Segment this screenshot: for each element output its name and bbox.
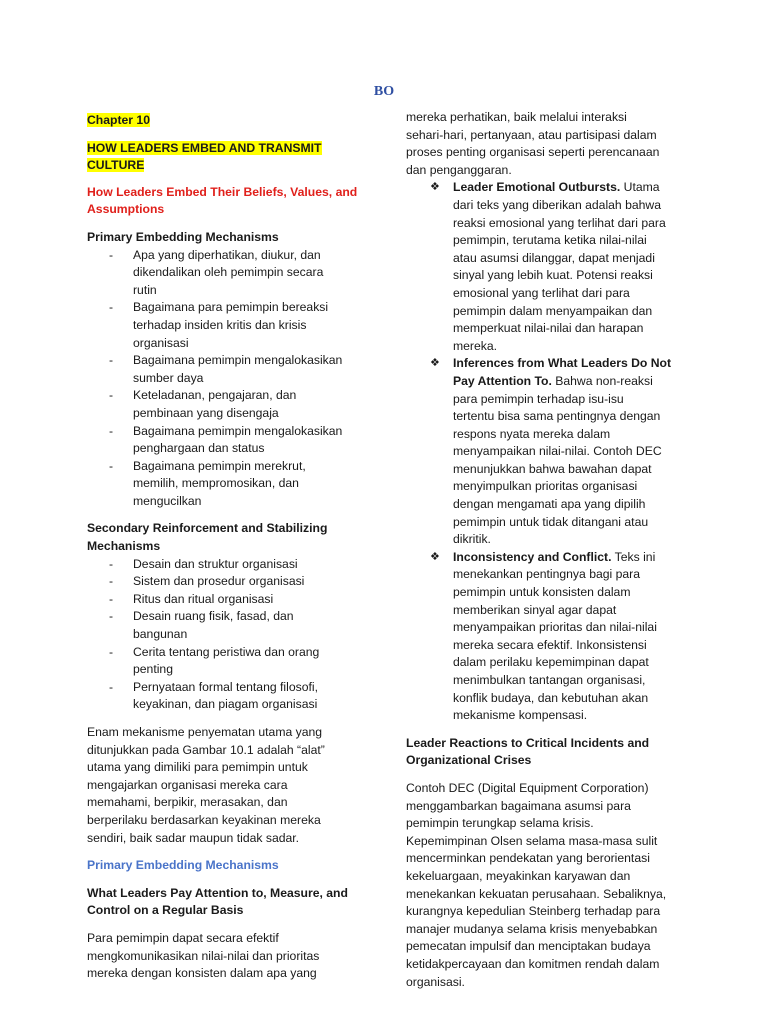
list-item-line: bangunan (133, 627, 188, 642)
list-item-line: memilih, mempromosikan, dan (133, 476, 299, 491)
paragraph-line: organisasi. (406, 974, 465, 989)
paragraph-attention-continued (406, 109, 684, 179)
bullet-text: sinyal yang lebih kuat. Potensi reaksi (453, 268, 653, 283)
paragraph-line: pemimpin terungkap selama krisis. (406, 816, 594, 831)
chapter-title: HOW LEADERS EMBED AND TRANSMIT CULTURE (87, 140, 322, 173)
bullet-text: menyampaikan nilai-nilai. Contoh DEC (453, 444, 662, 459)
paragraph-line: mereka perhatikan, baik melalui interaksi (406, 110, 627, 124)
bullet-text: konflik budaya, dan kebutuhan akan (453, 690, 649, 705)
list-item-line: Bagaimana pemimpin mengalokasikan (133, 353, 343, 368)
bullet-text: menimbulkan tantangan organisasi, (453, 673, 646, 687)
list-item-line: Apa yang diperhatikan, diukur, dan (133, 247, 321, 262)
chapter-label: Chapter 10 (87, 113, 150, 127)
list-item-line: rutin (133, 282, 157, 297)
bullet-item (406, 549, 684, 725)
list-item-line: Bagaimana pemimpin mengalokasikan (133, 423, 343, 438)
bullet-item (406, 179, 684, 355)
diamond-bullet-list (406, 179, 684, 724)
primary-mechanisms-heading: Primary Embedding Mechanisms (87, 229, 279, 244)
list-item-line: Desain ruang fisik, fasad, dan (133, 609, 294, 624)
paragraph-line: manajer mudanya selama krisis menyebabkan (406, 921, 658, 936)
list-item-line: Desain dan struktur organisasi (133, 556, 298, 571)
list-item (87, 458, 362, 511)
list-item-line: pembinaan yang disengaja (133, 405, 279, 420)
bullet-text: mereka secara efektif. Inkonsistensi (453, 637, 647, 652)
list-item-line: Pernyataan formal tentang filosofi, (133, 679, 318, 694)
paragraph-dec-example (406, 780, 684, 991)
list-item-line: Bagaimana para pemimpin bereaksi (133, 300, 329, 315)
list-item-line: Ritus dan ritual organisasi (133, 591, 274, 606)
bullet-text: mereka. (453, 338, 498, 353)
list-item-line: dikendalikan oleh pemimpin secara (133, 265, 324, 280)
diamond-bullet-icon: ❖ (430, 550, 440, 563)
bullet-text: Utama (620, 180, 660, 195)
list-item-line: Keteladanan, pengajaran, dan (133, 388, 297, 403)
list-item (87, 423, 362, 458)
list-item (87, 608, 362, 643)
bullet-text: pemimpin dalam menyampaikan dan (453, 303, 653, 318)
paragraph-line: ketidakpercayaan dan komitmen rendah dalam (406, 956, 660, 971)
paragraph-line: Kepemimpinan Olsen selama masa-masa sulit (406, 833, 658, 848)
diamond-bullet-icon: ❖ (430, 357, 440, 370)
paragraph-line: utama yang dimiliki para pemimpin untuk (87, 760, 308, 775)
list-item-line: sumber daya (133, 370, 204, 385)
bullet-text: dikritik. (453, 532, 491, 547)
bullet-bold-text: Inferences from What Leaders Do Not (453, 356, 672, 371)
paragraph-line: kurangnya kepedulian Steinberg terhadap para (406, 904, 661, 919)
paragraph-line: menggambarkan bagaimana asumsi para (406, 798, 631, 813)
bullet-bold-text: Leader Emotional Outbursts. (453, 180, 621, 195)
list-item (87, 573, 362, 591)
bullet-text: atau asumsi dilanggar, dapat menjadi (453, 250, 655, 265)
list-item-line: penghargaan dan status (133, 441, 265, 456)
list-item (87, 247, 362, 300)
bullet-text: memperkuat nilai-nilai dan harapan (453, 321, 644, 336)
paragraph-line: kekeluargaan, meyakinkan karyawan dan (406, 868, 631, 883)
list-item (87, 679, 362, 714)
left-column (87, 112, 362, 983)
bullet-bold-text: Inconsistency and Conflict. (453, 549, 612, 564)
bullet-text: pemimpin untuk konsisten dalam (453, 585, 631, 600)
list-item-line: organisasi (133, 335, 189, 350)
list-item-line: terhadap insiden kritis dan krisis (133, 317, 307, 332)
attention-heading: What Leaders Pay Attention to, Measure, and Control on a Regular Basis (87, 885, 348, 918)
paragraph-line: Enam mekanisme penyematan utama yang (87, 725, 323, 739)
bullet-text: dengan mengamati apa yang dipilih (453, 497, 646, 512)
bullet-text: Teks ini (611, 549, 656, 564)
bullet-bold-text: Pay Attention To. (453, 373, 552, 388)
page-header: BO (373, 84, 395, 99)
paragraph-line: Contoh DEC (Digital Equipment Corporation) (406, 780, 649, 795)
paragraph-line: menekankan kekuatan perusahaan. Sebaliknya, (406, 886, 667, 901)
paragraph-line: mengkomunikasikan nilai-nilai dan prioritas (87, 948, 320, 963)
paragraph-embedding-tools (87, 724, 362, 847)
bullet-text: menekankan pentingnya bagi para (453, 567, 641, 582)
bullet-text: mekanisme kompensasi. (453, 708, 588, 723)
bullet-text: memberikan sinyal agar dapat (453, 602, 617, 617)
primary-mechanisms-heading-blue: Primary Embedding Mechanisms (87, 858, 279, 873)
list-item-line: Sistem dan prosedur organisasi (133, 574, 305, 589)
paragraph-line: sehari-hari, pertanyaan, atau partisipasi dalam (406, 127, 657, 142)
paragraph-line: Para pemimpin dapat secara efektif (87, 930, 279, 945)
crisis-heading: Leader Reactions to Critical Incidents and Organizational Crises (406, 735, 650, 768)
list-item (87, 352, 362, 387)
bullet-text: menunjukkan bahwa bawahan dapat (453, 461, 652, 476)
bullet-text: para pemimpin terhadap isu-isu (453, 391, 624, 406)
paragraph-line: ditunjukkan pada Gambar 10.1 adalah “alat” (87, 742, 325, 757)
bullet-text: respons nyata mereka dalam (453, 426, 611, 441)
paragraph-line: sendiri, baik sadar maupun tidak sadar. (87, 830, 300, 845)
bullet-text: pemimpin untuk tidak ditangani atau (453, 514, 649, 529)
paragraph-line: mencerminkan pendekatan yang berorientasi (406, 851, 650, 866)
paragraph-line: dan penganggaran. (406, 162, 512, 177)
bullet-text: menyimpulkan prioritas organisasi (453, 479, 638, 494)
paragraph-line: mengajarkan organisasi mereka cara (87, 777, 288, 792)
primary-mechanisms-list (87, 247, 362, 511)
list-item (87, 387, 362, 422)
bullet-text: dalam perilaku kepemimpinan dapat (453, 655, 649, 670)
diamond-bullet-icon: ❖ (430, 181, 440, 194)
paragraph-attention (87, 930, 362, 983)
list-item-line: Cerita tentang peristiwa dan orang (133, 644, 320, 659)
list-item-line: penting (133, 662, 173, 677)
bullet-text: Bahwa non-reaksi (551, 373, 653, 388)
list-item-line: Bagaimana pemimpin merekrut, (133, 458, 306, 473)
list-item (87, 644, 362, 679)
paragraph-line: pemecatan impulsif dan menciptakan budaya (406, 939, 651, 954)
bullet-text: tertentu bisa sama pentingnya dengan (453, 409, 661, 424)
bullet-text: reaksi emosional yang terlihat dari para (453, 215, 666, 230)
paragraph-line: memahami, berpikir, merasakan, dan (87, 795, 288, 810)
list-item-line: mengucilkan (133, 493, 202, 508)
list-item-line: keyakinan, dan piagam organisasi (133, 697, 318, 712)
list-item (87, 591, 362, 609)
bullet-text: emosional yang terlihat dari para (453, 285, 630, 300)
paragraph-line: proses penting organisasi seperti perencanaan (406, 145, 660, 160)
bullet-text: dari teks yang diberikan adalah bahwa (453, 197, 662, 212)
bullet-text: pemimpin, terutama ketika nilai-nilai (453, 233, 647, 248)
secondary-mechanisms-list (87, 556, 362, 714)
list-item (87, 299, 362, 352)
paragraph-line: mereka dengan konsisten dalam apa yang (87, 966, 317, 981)
right-column (406, 109, 684, 991)
bullet-item (406, 355, 684, 549)
list-item (87, 556, 362, 574)
section-heading-red: How Leaders Embed Their Beliefs, Values, and Assumptions (87, 184, 358, 217)
paragraph-line: berperilaku berdasarkan keyakinan mereka (87, 812, 321, 827)
secondary-mechanisms-heading: Secondary Reinforcement and Stabilizing Mechanisms (87, 521, 328, 554)
bullet-text: menyampaikan prioritas dan nilai-nilai (453, 620, 657, 635)
